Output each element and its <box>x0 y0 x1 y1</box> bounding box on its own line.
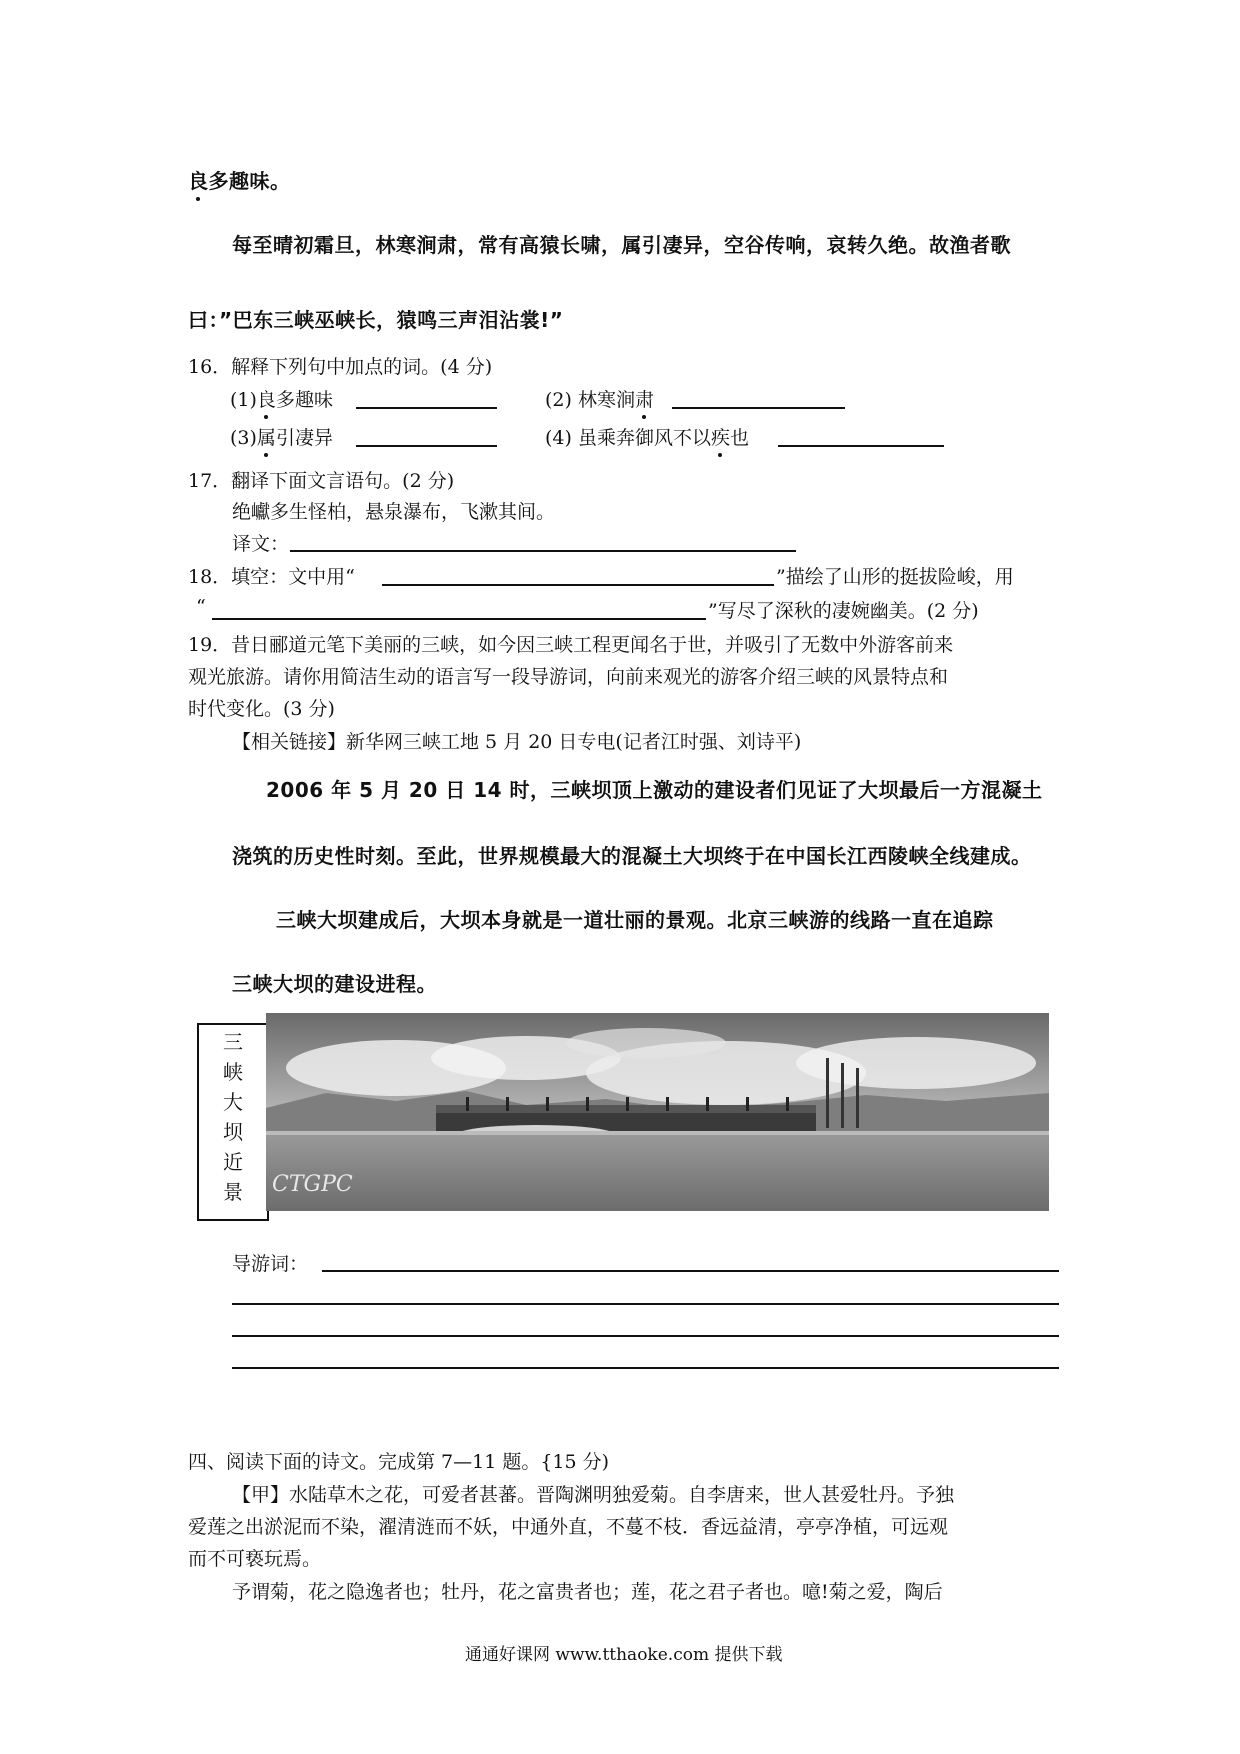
answer-blank[interactable] <box>290 550 796 552</box>
q19-line-2: 观光旅游。请你用简洁生动的语言写一段导游词，向前来观光的游客介绍三峡的风景特点和 <box>188 666 949 688</box>
section4-paragraph-1c: 而不可亵玩焉。 <box>188 1548 322 1570</box>
guide-answer-line[interactable] <box>232 1303 1059 1305</box>
q16-item-1: (1)良多趣味 <box>230 385 333 412</box>
answer-blank[interactable] <box>356 407 497 409</box>
q16-item-2: (2) 林寒涧肃 <box>545 385 654 412</box>
q16-item-4: (4) 虽乘奔御风不以疾也 <box>545 423 749 450</box>
answer-blank[interactable] <box>672 407 845 409</box>
dotted-char: 肃 <box>635 385 654 412</box>
photo-caption-char: 坝 <box>223 1120 243 1144</box>
news-paragraph-2a: 三峡大坝建成后，大坝本身就是一道壮丽的景观。北京三峡游的线路一直在追踪 <box>276 908 994 932</box>
section4-paragraph-1a: 【甲】水陆草木之花，可爱者甚蕃。晋陶渊明独爱菊。自李唐来，世人甚爱牡丹。予独 <box>232 1484 955 1506</box>
answer-blank[interactable] <box>382 584 774 586</box>
dotted-char: 疾 <box>711 423 730 450</box>
photo-watermark: CTGPC <box>272 1172 353 1197</box>
news-paragraph-2b: 三峡大坝的建设进程。 <box>232 972 437 996</box>
q19-line-1: 19．昔日郦道元笔下美丽的三峡，如今因三峡工程更闻名于世，并吸引了无数中外游客前来 <box>188 634 954 656</box>
answer-blank[interactable] <box>778 445 944 447</box>
section4-title: 四、阅读下面的诗文。完成第 7—11 题。{15 分) <box>188 1451 610 1473</box>
photo-caption-char: 大 <box>223 1090 243 1114</box>
photo-caption-char: 三 <box>223 1030 243 1054</box>
photo-caption-char: 近 <box>223 1150 243 1174</box>
q16-title: 16．解释下列句中加点的词。(4 分) <box>188 356 493 378</box>
q19-line-3: 时代变化。(3 分) <box>188 698 335 720</box>
dam-photo-image <box>266 1013 1049 1211</box>
dotted-char: 良 <box>188 165 209 194</box>
news-paragraph-1a: 2006 年 5 月 20 日 14 时，三峡坝顶上激动的建设者们见证了大坝最后一方混凝土 <box>266 778 1043 802</box>
photo-caption-char: 景 <box>223 1180 243 1204</box>
passage-line-2: 每至晴初霜旦，林寒涧肃，常有高猿长啸，属引凄异，空谷传响，哀转久绝。故渔者歌 <box>232 233 1011 257</box>
guide-answer-line[interactable] <box>232 1367 1059 1369</box>
q18-part-2: ”描绘了山形的挺拔险峻，用 <box>776 566 1014 588</box>
footer-text: 通通好课网 www.tthaoke.com 提供下载 <box>465 1645 783 1665</box>
q18-part-3: “ <box>196 596 206 618</box>
guide-answer-line[interactable] <box>322 1270 1059 1272</box>
q17-title: 17．翻译下面文言语句。(2 分) <box>188 470 455 492</box>
photo-caption-char: 峡 <box>223 1060 243 1084</box>
answer-blank[interactable] <box>356 445 497 447</box>
guide-label: 导游词： <box>232 1253 309 1275</box>
passage-line-1: 良多趣味。 <box>188 165 291 194</box>
three-gorges-dam-photo <box>266 1013 1049 1211</box>
news-paragraph-1b: 浇筑的历史性时刻。至此，世界规模最大的混凝土大坝终于在中国长江西陵峡全线建成。 <box>232 844 1032 868</box>
q18-part-1: 18．填空：文中用“ <box>188 566 355 588</box>
photo-caption-box <box>197 1023 269 1221</box>
related-link: 【相关链接】新华网三峡工地 5 月 20 日专电(记者江时强、刘诗平) <box>232 731 802 753</box>
q16-item-3: (3)属引凄异 <box>230 423 333 450</box>
q17-answer-label: 译文： <box>232 533 290 555</box>
section4-paragraph-1b: 爱莲之出淤泥而不染，濯清涟而不妖，中通外直，不蔓不枝．香远益清，亭亭净植，可远观 <box>188 1516 949 1538</box>
section4-paragraph-2: 予谓菊，花之隐逸者也；牡丹，花之富贵者也；莲，花之君子者也。噫!菊之爱，陶后 <box>232 1581 943 1603</box>
dotted-char: 属 <box>257 423 276 450</box>
q18-part-4: ”写尽了深秋的凄婉幽美。(2 分) <box>708 600 979 622</box>
dotted-char: 良 <box>257 385 276 412</box>
passage-line-3: 曰：”巴东三峡巫峡长，猿鸣三声泪沾裳!” <box>188 308 564 332</box>
guide-answer-line[interactable] <box>232 1335 1059 1337</box>
answer-blank[interactable] <box>212 618 706 620</box>
q17-sentence: 绝巘多生怪柏，悬泉瀑布，飞漱其间。 <box>232 501 556 523</box>
